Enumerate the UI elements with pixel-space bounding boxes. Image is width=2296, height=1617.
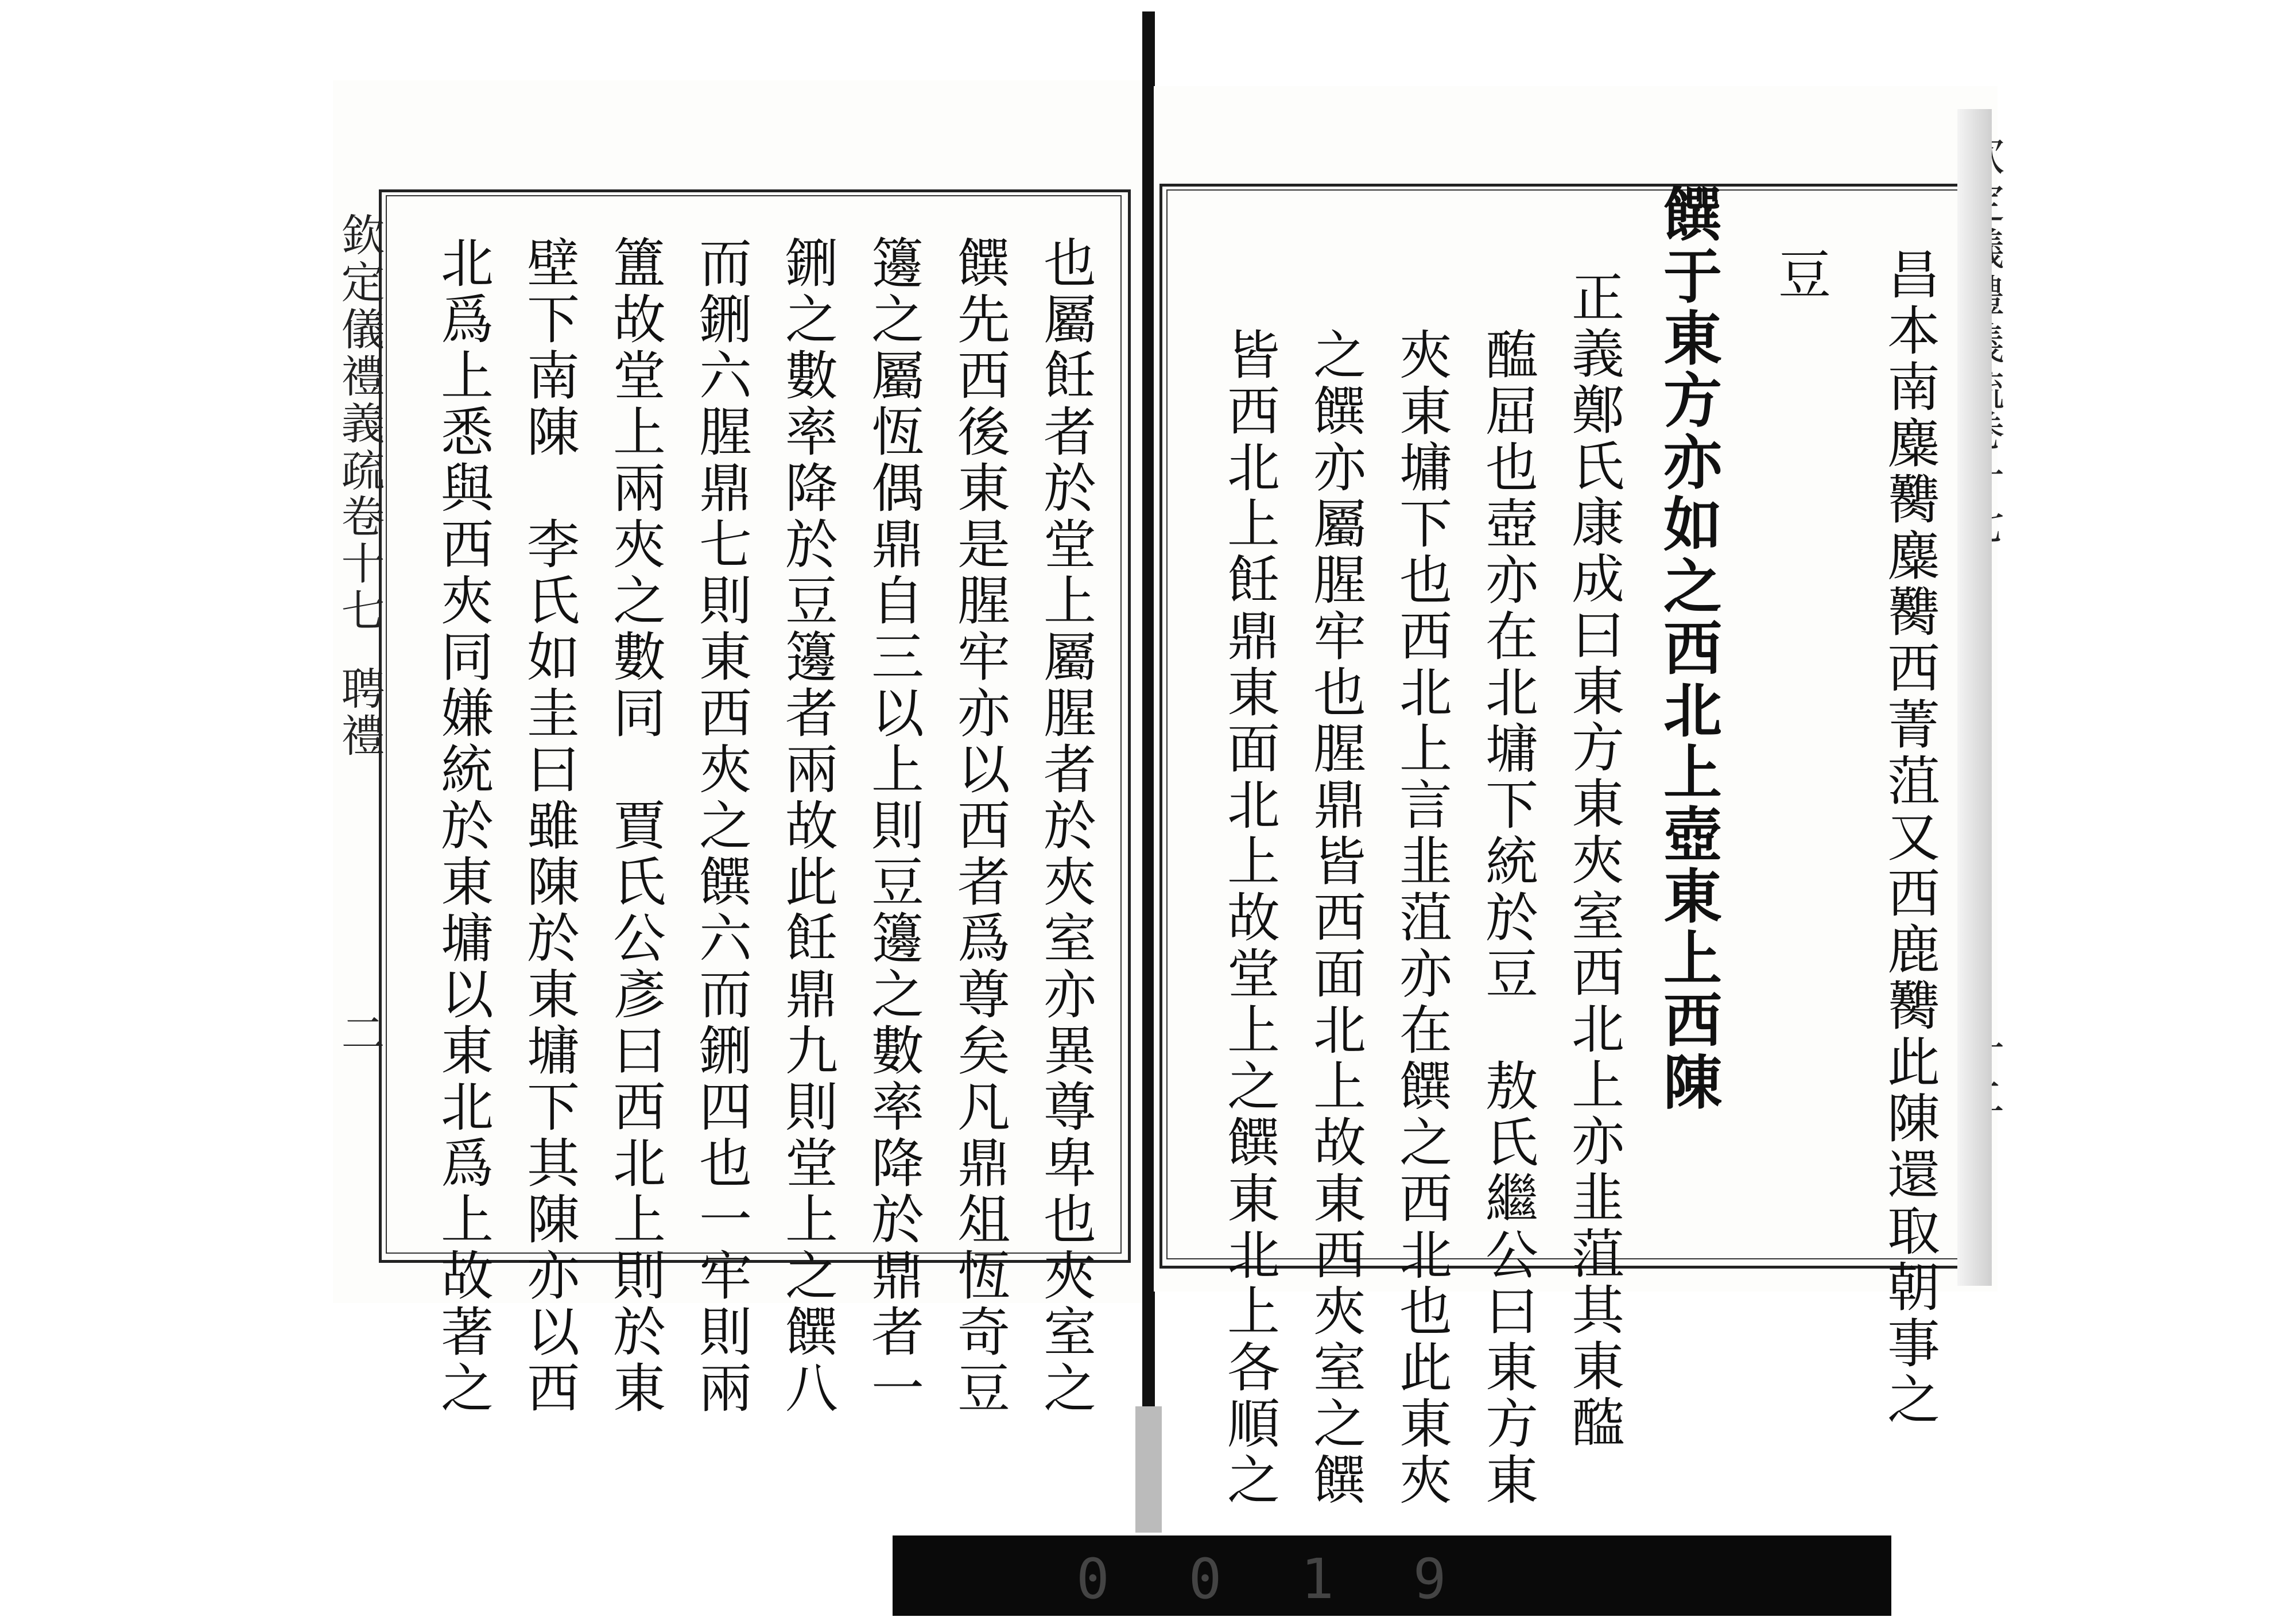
right-column-main: 饌于東方亦如之西北上壺東上西陳 — [1654, 184, 1723, 1114]
left-column-7: 壁下南陳 李氏如圭曰雖陳於東墉下其陳亦以西 — [518, 235, 580, 1417]
left-column-4: 鉶之數率降於豆籩者兩故此飪鼎九則堂上之饌八 — [777, 235, 838, 1417]
right-column-7: 之饌亦屬腥牢也腥鼎皆西面北上故東西夾室之饌 — [1305, 327, 1366, 1509]
right-column-8: 皆西北上飪鼎東面北上故堂上之饌東北上各順之 — [1219, 327, 1280, 1509]
left-page — [333, 80, 1154, 1417]
spine-shadow — [1135, 1406, 1162, 1533]
left-column-2: 饌先西後東是腥牢亦以西者爲尊矣凡鼎俎恆奇豆 — [949, 235, 1010, 1417]
right-column-2: 豆 — [1770, 247, 1831, 303]
left-column-6: 簠故堂上兩夾之數同 賈氏公彥曰西北上則於東 — [604, 235, 666, 1417]
left-column-8: 北爲上悉與西夾同嫌統於東墉以東北爲上故著之 — [432, 235, 494, 1417]
book-spine — [1142, 11, 1155, 1424]
left-column-1: 也屬飪者於堂上屬腥者於夾室亦異尊卑也夾室之 — [1035, 235, 1096, 1417]
right-column-6: 夾東墉下也西北上言韭菹亦在饌之西北也此東夾 — [1391, 327, 1452, 1509]
left-margin-section: 聘禮 — [334, 666, 385, 760]
right-column-1: 昌本南麋臡麋臡西菁菹又西鹿臡此陳還取朝事之 — [1879, 247, 1940, 1428]
left-margin-number: 二 — [334, 1010, 385, 1057]
barcode-number: 0 0 1 9 — [1076, 1547, 1469, 1611]
right-column-5: 醢屈也壺亦在北墉下統於豆 敖氏繼公曰東方東 — [1477, 327, 1538, 1509]
left-margin-title: 欽定儀禮義疏 — [334, 212, 385, 495]
left-column-5: 而鉶六腥鼎七則東西夾之饌六而鉶四也一牢則兩 — [691, 235, 752, 1417]
archive-barcode-strip — [893, 1535, 1891, 1616]
left-margin-volume: 卷十七 — [334, 494, 385, 635]
right-page — [1154, 86, 1998, 1509]
left-column-3: 籩之屬恆偶鼎自三以上則豆籩之數率降於鼎者一 — [863, 235, 924, 1417]
left-inner-rule — [386, 195, 1122, 1254]
page-edge-shadow — [1957, 109, 1992, 1286]
right-column-4: 正義鄭氏康成曰東方東夾室西北上亦韭菹其東醓 — [1563, 270, 1624, 1451]
